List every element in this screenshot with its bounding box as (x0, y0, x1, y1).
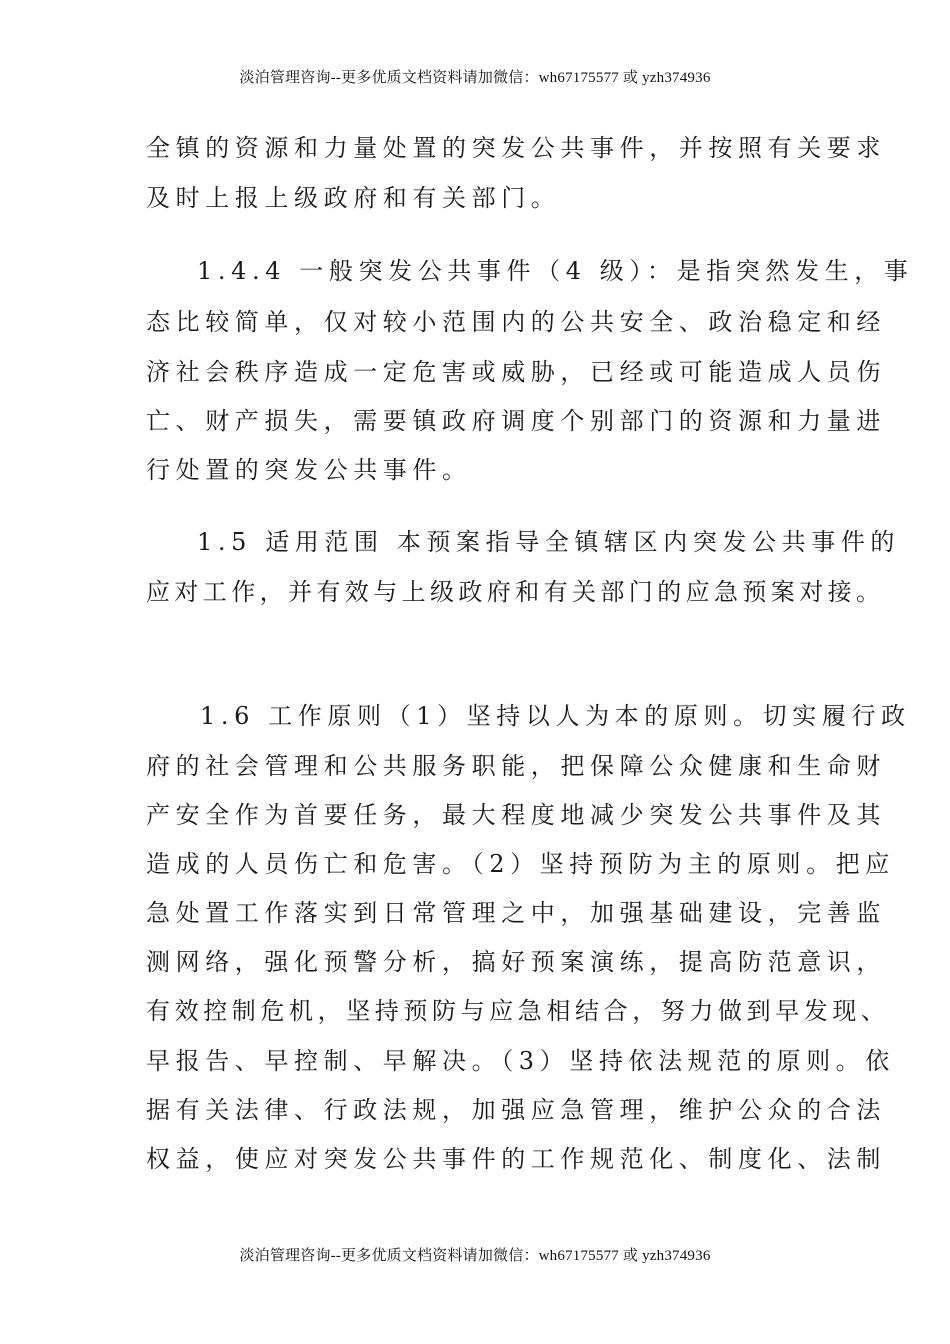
page-header: 淡泊管理咨询--更多优质文档资料请加微信：wh67175577 或 yzh374936 (239, 70, 711, 86)
text-line: 据有关法律、行政法规，加强应急管理，维护公众的合法 (146, 1096, 886, 1124)
text-line: 急处置工作落实到日常管理之中，加强基础建设，完善监 (146, 899, 886, 927)
page-footer: 淡泊管理咨询--更多优质文档资料请加微信：wh67175577 或 yzh374936 (239, 1248, 711, 1264)
text-line: 1.5 适用范围 本预案指导全镇辖区内突发公共事件的 (197, 528, 901, 556)
text-line: 亡、财产损失，需要镇政府调度个别部门的资源和力量进 (146, 407, 886, 435)
text-line: 府的社会管理和公共服务职能，把保障公众健康和生命财 (146, 752, 886, 780)
text-line: 1.4.4 一般突发公共事件（4 级）：是指突然发生，事 (197, 257, 914, 285)
text-line: 造成的人员伤亡和危害。（2）坚持预防为主的原则。把应 (146, 850, 895, 878)
text-line: 产安全作为首要任务，最大程度地减少突发公共事件及其 (146, 801, 886, 829)
text-line: 有效控制危机，坚持预防与应急相结合，努力做到早发现、 (146, 997, 890, 1025)
text-line: 及时上报上级政府和有关部门。 (146, 184, 561, 212)
text-line: 行处置的突发公共事件。 (146, 456, 472, 484)
text-line: 权益，使应对突发公共事件的工作规范化、制度化、法制 (146, 1145, 886, 1173)
text-line: 测网络，强化预警分析，搞好预案演练，提高防范意识， (146, 948, 886, 976)
text-line: 全镇的资源和力量处置的突发公共事件，并按照有关要求 (146, 134, 886, 162)
text-line: 济社会秩序造成一定危害或威胁，已经或可能造成人员伤 (146, 358, 886, 386)
text-line: 1.6 工作原则（1）坚持以人为本的原则。切实履行政 (200, 702, 911, 730)
text-line: 态比较简单，仅对较小范围内的公共安全、政治稳定和经 (146, 308, 886, 336)
text-line: 应对工作，并有效与上级政府和有关部门的应急预案对接。 (146, 578, 885, 606)
text-line: 早报告、早控制、早解决。（3）坚持依法规范的原则。依 (146, 1047, 895, 1075)
